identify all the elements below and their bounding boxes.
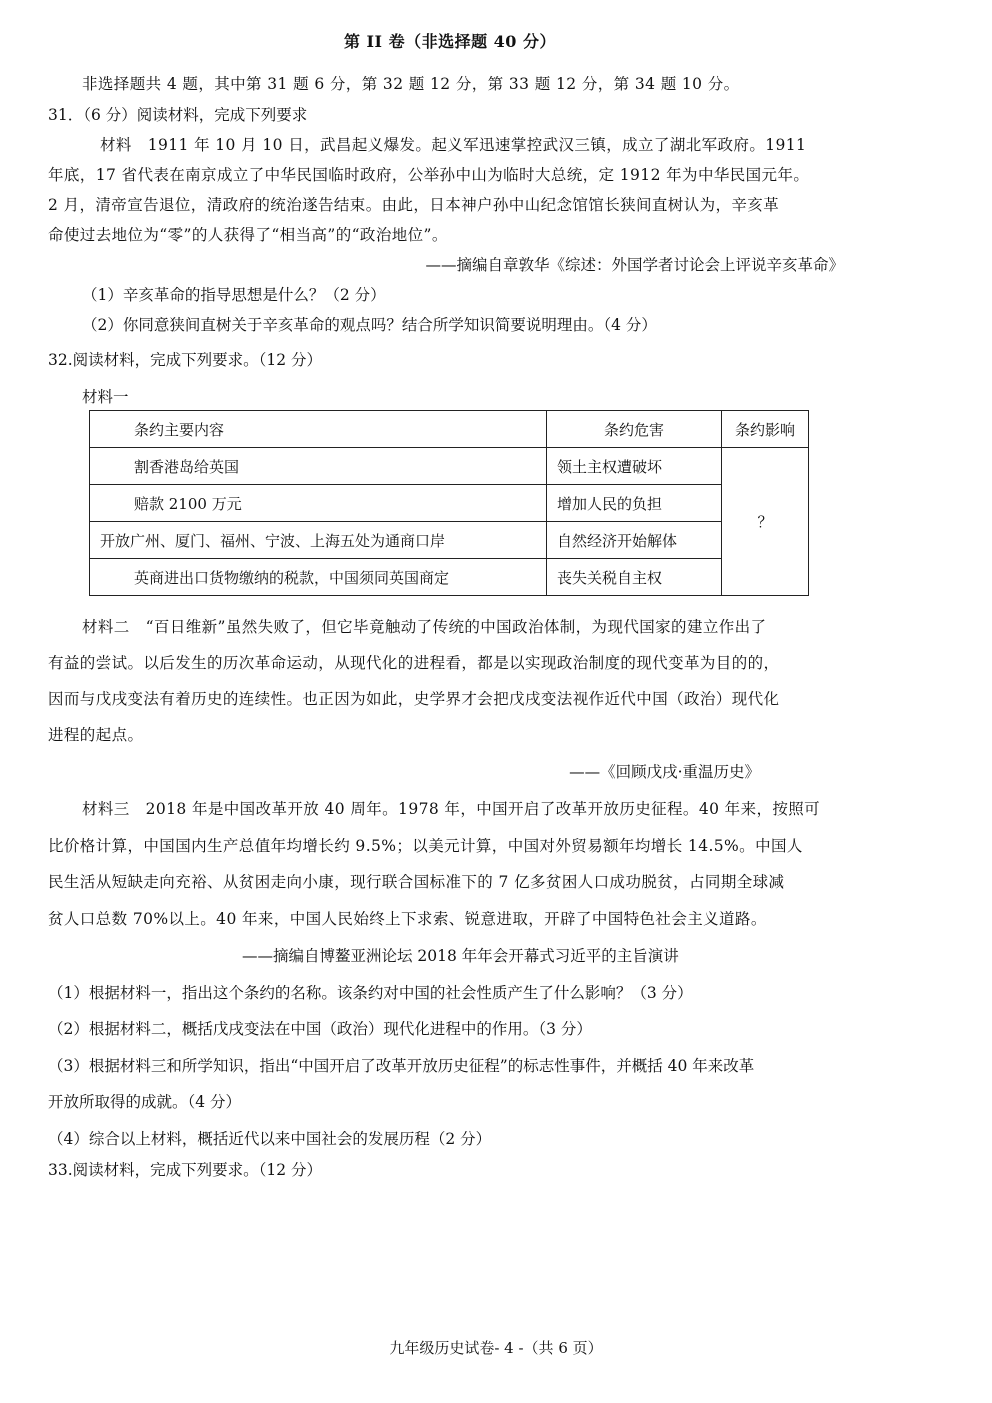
material-2-line: 材料二 “百日维新”虽然失败了，但它毕竟触动了传统的中国政治体制，为现代国家的建立作出了 [82,618,767,636]
material-3-line: 贫人口总数 70%以上。40 年来，中国人民始终上下求索、锐意进取，开辟了中国特色社会主义道路。 [48,910,767,928]
q32-heading: 32.阅读材料，完成下列要求。（12 分） [48,351,323,369]
q32-question: （3）根据材料三和所学知识，指出“中国开启了改革开放历史征程”的标志性事件，并概括 40 年来改革 [48,1057,755,1075]
treaty-harm-cell: 自然经济开始解体 [547,522,722,559]
material-3-line: 材料三 2018 年是中国改革开放 40 周年。1978 年，中国开启了改革开放历史征程。40 年来，按照可 [82,800,821,818]
q33-heading: 33.阅读材料，完成下列要求。（12 分） [48,1161,323,1179]
treaty-harm-cell: 领土主权遭破坏 [547,448,722,485]
material-3-source: ——摘编自博鳌亚洲论坛 2018 年年会开幕式习近平的主旨演讲 [242,947,679,965]
material-2-line: 进程的起点。 [48,726,144,744]
material-1-label: 材料一 [82,388,129,406]
q31-question: （1）辛亥革命的指导思想是什么？（2 分） [82,286,386,304]
q32-question: （1）根据材料一，指出这个条约的名称。该条约对中国的社会性质产生了什么影响？（3 分） [48,984,693,1002]
material-3-line: 民生活从短缺走向充裕、从贫困走向小康，现行联合国标准下的 7 亿多贫困人口成功脱贫，占同期全球减 [48,873,785,891]
table-row [90,559,809,596]
treaty-content-cell: 开放广州、厦门、福州、宁波、上海五处为通商口岸 [90,522,547,559]
treaty-impact-cell: ？ [722,448,809,596]
table-header-cell: 条约主要内容 [90,411,547,448]
table-row [90,448,809,485]
material-3-line: 比价格计算，中国国内生产总值年均增长约 9.5%；以美元计算，中国对外贸易额年均增长 14.5%。中国人 [48,837,803,855]
material-2-line: 因而与戊戌变法有着历史的连续性。也正因为如此，史学界才会把戊戌变法视作近代中国（政治）现代化 [48,690,780,708]
material-2-source: ——《回顾戊戌·重温历史》 [569,763,760,781]
table-row [90,522,809,559]
treaty-harm-cell: 增加人民的负担 [547,485,722,522]
material-2-line: 有益的尝试。以后发生的历次革命运动，从现代化的进程看，都是以实现政治制度的现代变革为目的的， [48,654,780,672]
table-row [90,485,809,522]
treaty-harm-cell: 丧失关税自主权 [547,559,722,596]
q31-material-line: 2 月，清帝宣告退位，清政府的统治遂告结束。由此，日本神户孙中山纪念馆馆长狭间直树认为，辛亥革 [48,196,780,214]
q32-question: （2）根据材料二，概括戊戌变法在中国（政治）现代化进程中的作用。（3 分） [48,1020,592,1038]
q31-source: ——摘编自章敦华《综述：外国学者讨论会上评说辛亥革命》 [425,256,844,274]
q32-question: 开放所取得的成就。（4 分） [48,1093,242,1111]
treaty-content-cell: 英商进出口货物缴纳的税款，中国须同英国商定 [90,559,547,596]
q32-question: （4）综合以上材料，概括近代以来中国社会的发展历程（2 分） [48,1130,492,1148]
treaty-table [89,410,809,596]
q31-material-line: 命使过去地位为“零”的人获得了“相当高”的“政治地位”。 [48,226,448,244]
q31-material-line: 材料 1911 年 10 月 10 日，武昌起义爆发。起义军迅速掌控武汉三镇，成立了湖北军政府。1911 [100,136,807,154]
q31-heading: 31．（6 分）阅读材料，完成下列要求 [48,106,308,124]
section-intro: 非选择题共 4 题，其中第 31 题 6 分，第 32 题 12 分，第 33 题 12 分，第 34 题 10 分。 [82,75,740,93]
table-header-row [90,411,809,448]
table-header-cell: 条约影响 [722,411,809,448]
treaty-content-cell: 割香港岛给英国 [90,448,547,485]
treaty-content-cell: 赔款 2100 万元 [90,485,547,522]
section-title: 第 II 卷（非选择题 40 分） [343,32,557,51]
q31-material-line: 年底，17 省代表在南京成立了中华民国临时政府，公举孙中山为临时大总统，定 1912 年为中华民国元年。 [48,166,810,184]
table-header-cell: 条约危害 [547,411,722,448]
page-footer: 九年级历史试卷- 4 -（共 6 页） [389,1339,603,1357]
q31-question: （2）你同意狭间直树关于辛亥革命的观点吗？结合所学知识简要说明理由。（4 分） [82,316,657,334]
